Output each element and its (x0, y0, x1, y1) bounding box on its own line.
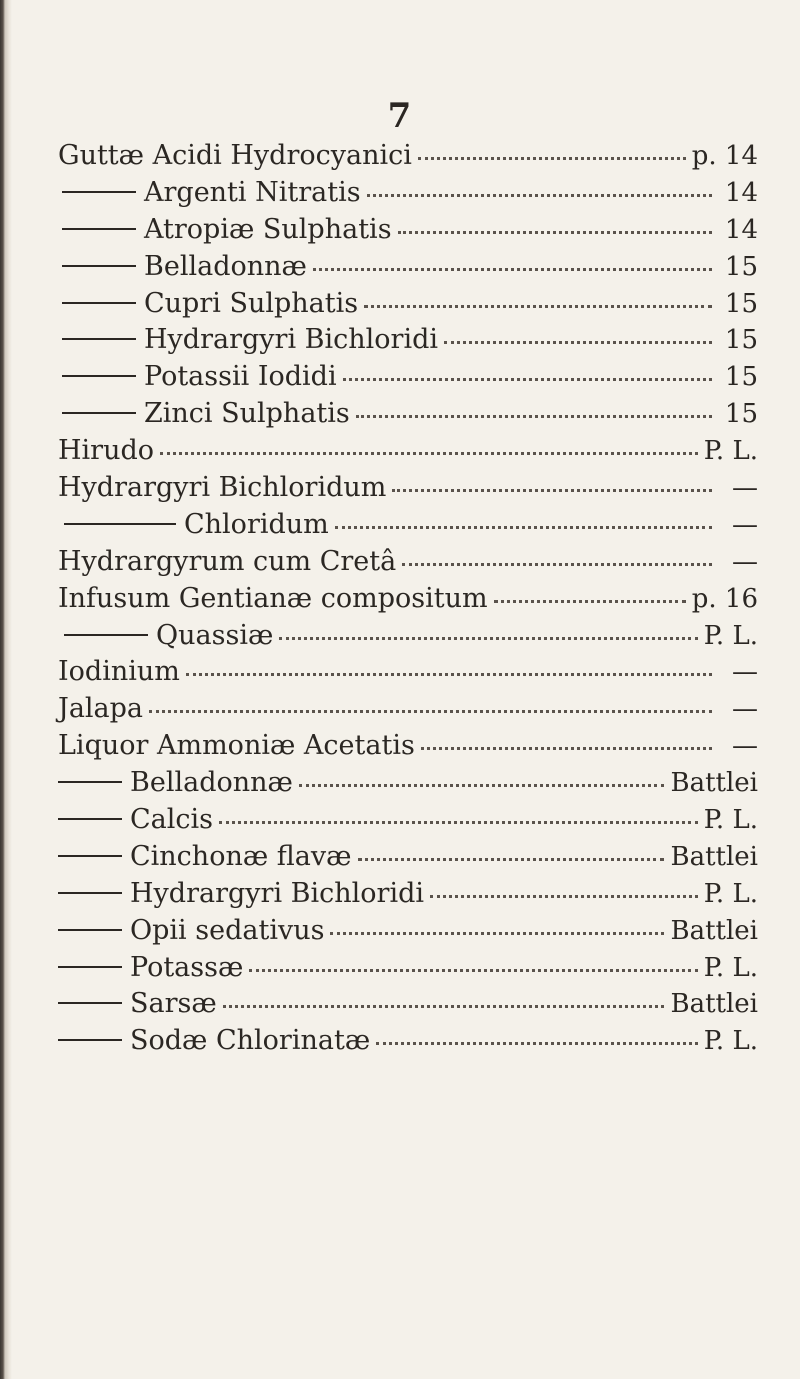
entry-name: Atropiæ Sulphatis (144, 213, 392, 245)
entry-name: Hydrargyrum cum Cretâ (58, 545, 397, 577)
dot-leader (356, 415, 712, 418)
dot-leader (149, 710, 712, 713)
index-entry (58, 286, 758, 323)
entry-reference: p. 16 (691, 583, 758, 614)
dot-leader (330, 932, 664, 935)
dot-leader (160, 452, 698, 455)
ditto-dash (58, 929, 122, 931)
entry-reference: P. L. (703, 436, 758, 467)
entry-name: Hirudo (58, 435, 155, 467)
ditto-dash (58, 892, 122, 894)
dot-leader (402, 563, 712, 566)
index-entry (58, 322, 758, 359)
dot-leader (444, 341, 712, 344)
ditto-dash (62, 412, 136, 414)
ditto-dash (58, 855, 122, 857)
index-entry (58, 1023, 758, 1060)
index-entry (58, 359, 758, 396)
dot-leader (398, 231, 712, 234)
index-entry (58, 728, 758, 765)
index-entry (58, 691, 758, 728)
entry-name: Guttæ Acidi Hydrocyanici (58, 140, 412, 171)
dot-leader (249, 969, 697, 972)
entry-name: Chloridum (184, 508, 329, 540)
ditto-dash (58, 966, 122, 968)
index-entry (58, 212, 758, 249)
dot-leader (376, 1042, 698, 1045)
entry-reference: P. L. (703, 952, 758, 983)
entry-name: Iodinium (58, 656, 180, 688)
index-entry (58, 839, 758, 876)
index-entry (58, 396, 758, 433)
entry-reference: Battlei (670, 841, 758, 872)
entry-reference: — (732, 694, 758, 725)
entry-reference: p. 14 (691, 141, 758, 171)
ditto-dash (64, 634, 148, 636)
entry-reference: 14 (724, 177, 758, 208)
dot-leader (219, 821, 698, 824)
dot-leader (186, 673, 712, 676)
dot-leader (343, 378, 712, 381)
dot-leader (430, 895, 698, 898)
entry-name: Argenti Nitratis (144, 176, 361, 208)
entry-reference: P. L. (703, 620, 758, 651)
index-entry (58, 876, 758, 913)
dot-leader (299, 784, 665, 787)
index-list (58, 138, 758, 1060)
index-entry (58, 175, 758, 212)
entry-name: Potassæ (130, 951, 244, 983)
dot-leader (367, 194, 712, 197)
entry-reference: Battlei (670, 915, 758, 946)
dot-leader (392, 489, 712, 492)
dot-leader (223, 1005, 665, 1008)
entry-name: Quassiæ (156, 619, 274, 651)
page-number: 7 (387, 96, 413, 136)
index-entry (58, 654, 758, 691)
dot-leader (494, 600, 686, 603)
entry-name: Cinchonæ flavæ (130, 840, 352, 872)
entry-name: Hydrargyri Bichloridi (130, 877, 424, 909)
entry-name: Zinci Sulphatis (144, 398, 350, 430)
entry-reference: 15 (724, 399, 758, 430)
ditto-dash (64, 523, 176, 525)
page-binding-edge (0, 0, 12, 1379)
entry-name: Calcis (130, 804, 214, 836)
entry-reference: 15 (724, 251, 758, 282)
entry-name: Belladonnæ (144, 250, 307, 282)
entry-reference: 15 (724, 288, 758, 319)
index-entry (58, 507, 758, 544)
ditto-dash (58, 781, 122, 783)
entry-name: Liquor Ammoniæ Acetatis (58, 730, 415, 762)
dot-leader (358, 858, 665, 861)
entry-name: Hydrargyri Bichloridum (58, 472, 387, 504)
entry-reference: 14 (724, 214, 758, 245)
entry-reference: — (732, 509, 758, 540)
index-entry (58, 138, 758, 175)
index-entry (58, 913, 758, 950)
entry-name: Sarsæ (130, 988, 217, 1020)
entry-name: Hydrargyri Bichloridi (144, 324, 438, 356)
entry-reference: P. L. (703, 878, 758, 909)
index-entry (58, 249, 758, 286)
index-entry (58, 544, 758, 581)
dot-leader (335, 526, 712, 529)
entry-name: Cupri Sulphatis (144, 287, 359, 319)
dot-leader (279, 637, 697, 640)
ditto-dash (58, 818, 122, 820)
ditto-dash (62, 191, 136, 193)
index-entry (58, 470, 758, 507)
entry-name: Infusum Gentianæ compositum (58, 582, 488, 614)
entry-name: Jalapa (58, 693, 144, 725)
entry-reference: P. L. (703, 805, 758, 836)
ditto-dash (62, 265, 136, 267)
ditto-dash (62, 375, 136, 377)
entry-name: Potassii Iodidi (144, 361, 337, 393)
entry-reference: Battlei (670, 768, 758, 799)
entry-reference: 15 (724, 362, 758, 393)
index-entry (58, 581, 758, 618)
dot-leader (364, 305, 712, 308)
entry-reference: Battlei (670, 989, 758, 1020)
dot-leader (418, 157, 686, 160)
entry-reference: — (732, 731, 758, 762)
ditto-dash (58, 1002, 122, 1004)
entry-reference: 15 (724, 325, 758, 356)
index-entry (58, 802, 758, 839)
entry-name: Belladonnæ (130, 767, 293, 799)
entry-name: Sodæ Chlorinatæ (130, 1025, 371, 1057)
entry-reference: — (732, 657, 758, 688)
ditto-dash (62, 302, 136, 304)
entry-reference: — (732, 473, 758, 504)
index-entry (58, 618, 758, 655)
index-entry (58, 433, 758, 470)
index-entry (58, 950, 758, 987)
entry-reference: — (732, 546, 758, 577)
ditto-dash (58, 1039, 122, 1041)
entry-reference: P. L. (703, 1026, 758, 1057)
index-entry (58, 986, 758, 1023)
ditto-dash (62, 228, 136, 230)
ditto-dash (62, 338, 136, 340)
dot-leader (313, 268, 712, 271)
dot-leader (421, 747, 712, 750)
index-entry (58, 765, 758, 802)
entry-name: Opii sedativus (130, 914, 325, 946)
